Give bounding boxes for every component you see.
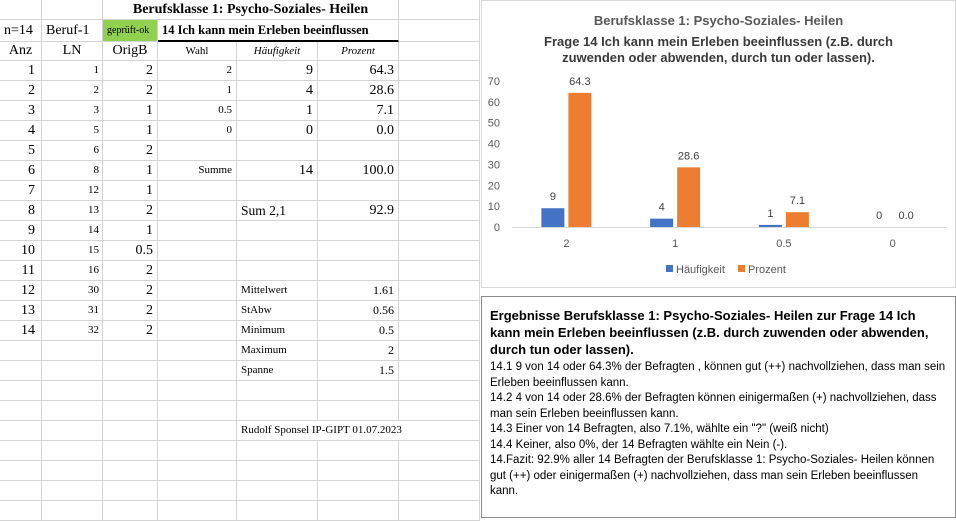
empty-cell[interactable] [399,341,480,361]
anz-cell[interactable]: 2 [0,81,42,101]
data-label: 64.3 [569,75,591,88]
empty-cell[interactable] [158,141,237,161]
y-tick-label: 70 [487,76,500,88]
empty-cell[interactable] [399,141,480,161]
empty-cell[interactable] [42,501,103,521]
origb-cell[interactable]: 1 [103,101,158,121]
results-lines [490,360,947,500]
empty-cell[interactable] [42,381,103,401]
empty-cell[interactable] [42,401,103,421]
empty-cell[interactable] [158,341,237,361]
empty-cell[interactable] [399,301,480,321]
empty-cell[interactable] [399,20,480,42]
empty-cell[interactable] [0,341,42,361]
anz-cell[interactable]: 12 [0,281,42,301]
empty-cell[interactable] [103,441,158,461]
empty-cell[interactable] [158,461,237,481]
ln-cell[interactable]: 12 [42,181,103,201]
empty-cell[interactable] [158,321,237,341]
empty-cell[interactable] [399,401,480,421]
y-tick-label: 60 [487,96,500,109]
data-label: 7.1 [789,195,806,208]
empty-cell[interactable] [158,361,237,381]
col-header-haeufigkeit[interactable]: Häufigkeit [237,42,318,61]
empty-cell[interactable] [399,361,480,381]
col-header-anz[interactable]: Anz [0,42,42,61]
data-label: 4 [658,201,665,214]
empty-cell[interactable] [237,481,318,501]
x-tick-label: 0.5 [776,238,792,250]
empty-cell[interactable] [42,481,103,501]
empty-cell[interactable] [399,221,480,241]
anz-cell[interactable]: 14 [0,321,42,341]
results-textbox[interactable] [481,296,956,518]
stat-label[interactable]: Maximum [237,341,318,361]
empty-cell[interactable] [42,441,103,461]
y-tick-label: 40 [487,138,500,151]
empty-cell[interactable] [158,241,237,261]
empty-cell[interactable] [0,461,42,481]
stat-value[interactable]: 0.56 [318,301,399,321]
origb-cell[interactable]: 2 [103,301,158,321]
legend-swatch [666,265,673,272]
haeufigkeit-cell[interactable]: 0 [237,121,318,141]
chart-subtitle-line2: zuwenden oder abwenden, durch tun oder lassen). [562,50,875,65]
empty-cell[interactable] [237,381,318,401]
y-tick-label: 20 [487,180,500,193]
anz-cell[interactable]: 1 [0,61,42,81]
chart-subtitle-line1: Frage 14 Ich kann mein Erleben beeinflussen (z.B. durch [544,34,893,49]
data-label: 28.6 [677,150,700,163]
empty-cell[interactable] [237,221,318,241]
origb-cell[interactable]: 1 [103,121,158,141]
stat-value[interactable]: 1.5 [318,361,399,381]
empty-cell[interactable] [399,261,480,281]
spreadsheet-grid[interactable] [0,0,480,518]
legend-swatch [738,265,745,272]
empty-cell[interactable] [42,341,103,361]
empty-cell[interactable] [399,501,480,521]
anz-cell[interactable]: 11 [0,261,42,281]
empty-cell[interactable] [318,381,399,401]
results-heading: Ergebnisse Berufsklasse 1: Psycho-Soziales- Heilen zur Frage 14 Ich kann mein Erleben beeinflussen (z.B. durch zuwenden oder abwenden, durch tun oder lassen). [490,308,929,357]
sum21-label[interactable]: Sum 2,1 [237,201,318,221]
data-label: 1 [767,207,774,220]
bar-häufigkeit [541,208,564,227]
data-label: 0 [876,210,883,222]
empty-cell[interactable] [103,341,158,361]
anz-cell[interactable]: 13 [0,301,42,321]
empty-cell[interactable] [399,181,480,201]
x-tick-label: 2 [563,238,570,250]
empty-cell[interactable] [103,361,158,381]
bar-prozent [786,212,809,227]
wahl-cell[interactable]: 0 [158,121,237,141]
empty-cell[interactable] [399,481,480,501]
ln-cell[interactable]: 15 [42,241,103,261]
y-tick-label: 50 [487,117,500,130]
empty-cell[interactable] [318,441,399,461]
origb-cell[interactable]: 0.5 [103,241,158,261]
empty-cell[interactable] [399,441,480,461]
empty-cell[interactable] [158,301,237,321]
bar-prozent [677,167,700,227]
empty-cell[interactable] [399,61,480,81]
stat-label[interactable]: Minimum [237,321,318,341]
summe-pct[interactable]: 100.0 [318,161,399,181]
result-line: 14.Fazit: 92.9% aller 14 Befragten der Berufsklasse 1: Psycho-Soziales- Heilen können gut (++) oder einigermaßen (+) nachvollziehen, dass man sein Erleben beeinflussen kann. [490,454,935,497]
result-line: 14.4 Keiner, also 0%, der 14 Befragten wählte ein Nein (-). [490,438,788,451]
empty-cell[interactable] [0,501,42,521]
stat-label[interactable]: StAbw [237,301,318,321]
ln-cell[interactable]: 2 [42,81,103,101]
empty-cell[interactable] [0,361,42,381]
empty-cell[interactable] [158,441,237,461]
bar-häufigkeit [759,225,782,227]
sheet-title[interactable]: Berufsklasse 1: Psycho-Soziales- Heilen [103,0,399,20]
empty-cell[interactable] [237,501,318,521]
empty-cell[interactable] [158,281,237,301]
empty-cell[interactable] [42,461,103,481]
empty-cell[interactable] [399,0,480,20]
prozent-cell[interactable]: 7.1 [318,101,399,121]
prozent-cell[interactable]: 28.6 [318,81,399,101]
empty-cell[interactable] [399,281,480,301]
bar-häufigkeit [650,219,673,227]
empty-cell[interactable] [42,361,103,381]
wahl-cell[interactable]: 1 [158,81,237,101]
haeufigkeit-cell[interactable]: 4 [237,81,318,101]
empty-cell[interactable] [318,181,399,201]
summe-n[interactable]: 14 [237,161,318,181]
empty-cell[interactable] [399,121,480,141]
stat-label[interactable]: Mittelwert [237,281,318,301]
empty-cell[interactable] [318,261,399,281]
empty-cell[interactable] [0,381,42,401]
y-tick-label: 30 [487,159,500,172]
summe-label[interactable]: Summe [158,161,237,181]
empty-cell[interactable] [399,101,480,121]
empty-cell[interactable] [399,381,480,401]
beruf-label[interactable]: Beruf-1 [42,20,103,42]
empty-cell[interactable] [158,181,237,201]
ln-cell[interactable]: 14 [42,221,103,241]
empty-cell[interactable] [0,0,42,20]
origb-cell[interactable]: 2 [103,81,158,101]
wahl-cell[interactable]: 0.5 [158,101,237,121]
empty-cell[interactable] [158,481,237,501]
empty-cell[interactable] [318,141,399,161]
anz-cell[interactable]: 9 [0,221,42,241]
empty-cell[interactable] [237,141,318,161]
empty-cell[interactable] [399,42,480,61]
empty-cell[interactable] [0,401,42,421]
empty-cell[interactable] [0,441,42,461]
y-tick-label: 10 [487,201,500,214]
legend-label: Prozent [748,264,786,276]
empty-cell[interactable] [318,461,399,481]
prozent-cell[interactable]: 64.3 [318,61,399,81]
empty-cell[interactable] [399,241,480,261]
x-tick-label: 1 [672,238,679,250]
result-line: 14.3 Einer von 14 Befragten, also 7.1%, wählte ein "?" (weiß nicht) [490,423,829,435]
empty-cell[interactable] [0,421,42,441]
empty-cell[interactable] [237,241,318,261]
empty-cell[interactable] [237,441,318,461]
prozent-cell[interactable]: 0.0 [318,121,399,141]
empty-cell[interactable] [318,221,399,241]
bar-chart[interactable] [481,0,956,288]
empty-cell[interactable] [158,501,237,521]
empty-cell[interactable] [103,401,158,421]
empty-cell[interactable] [103,461,158,481]
legend-label: Häufigkeit [676,264,725,276]
ln-cell[interactable]: 31 [42,301,103,321]
anz-cell[interactable]: 8 [0,201,42,221]
ln-cell[interactable]: 30 [42,281,103,301]
origb-cell[interactable]: 2 [103,261,158,281]
origb-cell[interactable]: 2 [103,61,158,81]
empty-cell[interactable] [158,421,237,441]
ln-cell[interactable]: 3 [42,101,103,121]
origb-cell[interactable]: 2 [103,201,158,221]
anz-cell[interactable]: 10 [0,241,42,261]
anz-cell[interactable]: 7 [0,181,42,201]
col-header-prozent[interactable]: Prozent [318,42,399,61]
data-label: 9 [549,191,556,204]
empty-cell[interactable] [103,481,158,501]
empty-cell[interactable] [318,481,399,501]
empty-cell[interactable] [103,421,158,441]
question-header[interactable]: 14 Ich kann mein Erleben beeinflussen [158,20,399,42]
col-header-origb[interactable]: OrigB [103,42,158,61]
author-credit[interactable]: Rudolf Sponsel IP-GIPT 01.07.2023 [237,421,480,441]
empty-cell[interactable] [158,221,237,241]
haeufigkeit-cell[interactable]: 1 [237,101,318,121]
ln-cell[interactable]: 32 [42,321,103,341]
haeufigkeit-cell[interactable]: 9 [237,61,318,81]
anz-cell[interactable]: 4 [0,121,42,141]
y-tick-label: 0 [493,222,500,234]
anz-cell[interactable]: 5 [0,141,42,161]
empty-cell[interactable] [399,321,480,341]
x-tick-label: 0 [889,238,896,250]
empty-cell[interactable] [399,461,480,481]
empty-cell[interactable] [318,501,399,521]
stat-value[interactable]: 1.61 [318,281,399,301]
empty-cell[interactable] [237,461,318,481]
col-header-wahl[interactable]: Wahl [158,42,237,61]
result-line: 14.2 4 von 14 oder 28.6% der Befragten können einigermaßen (+) nachvollziehen, dass man sein Erleben beeinflussen kann. [490,392,937,420]
origb-cell[interactable]: 1 [103,221,158,241]
empty-cell[interactable] [318,401,399,421]
sum21-pct[interactable]: 92.9 [318,201,399,221]
ln-cell[interactable]: 1 [42,61,103,81]
ln-cell[interactable]: 6 [42,141,103,161]
wahl-cell[interactable]: 2 [158,61,237,81]
origb-cell[interactable]: 2 [103,321,158,341]
col-header-ln[interactable]: LN [42,42,103,61]
status-badge[interactable]: geprüft-ok [103,20,158,42]
anz-cell[interactable]: 6 [0,161,42,181]
stat-label[interactable]: Spanne [237,361,318,381]
chart-plot-area [482,1,956,289]
bar-prozent [568,93,591,227]
stat-value[interactable]: 2 [318,341,399,361]
data-label: 0.0 [898,210,914,222]
empty-cell[interactable] [399,81,480,101]
origb-cell[interactable]: 2 [103,281,158,301]
stat-value[interactable]: 0.5 [318,321,399,341]
empty-cell[interactable] [42,0,103,20]
origb-cell[interactable]: 1 [103,161,158,181]
empty-cell[interactable] [103,381,158,401]
chart-title: Berufsklasse 1: Psycho-Soziales- Heilen [593,13,844,28]
empty-cell[interactable] [42,421,103,441]
origb-cell[interactable]: 1 [103,181,158,201]
empty-cell[interactable] [158,401,237,421]
empty-cell[interactable] [237,401,318,421]
empty-cell[interactable] [158,261,237,281]
empty-cell[interactable] [237,181,318,201]
ln-cell[interactable]: 8 [42,161,103,181]
ln-cell[interactable]: 13 [42,201,103,221]
ln-cell[interactable]: 16 [42,261,103,281]
empty-cell[interactable] [0,481,42,501]
n-label[interactable]: n=14 [0,20,42,42]
empty-cell[interactable] [103,501,158,521]
empty-cell[interactable] [158,381,237,401]
empty-cell[interactable] [399,161,480,181]
empty-cell[interactable] [318,241,399,261]
empty-cell[interactable] [399,201,480,221]
empty-cell[interactable] [158,201,237,221]
empty-cell[interactable] [237,261,318,281]
ln-cell[interactable]: 5 [42,121,103,141]
origb-cell[interactable]: 2 [103,141,158,161]
anz-cell[interactable]: 3 [0,101,42,121]
result-line: 14.1 9 von 14 oder 64.3% der Befragten , können gut (++) nachvollziehen, dass man sein Erleben beeinflussen kann. [490,361,946,389]
